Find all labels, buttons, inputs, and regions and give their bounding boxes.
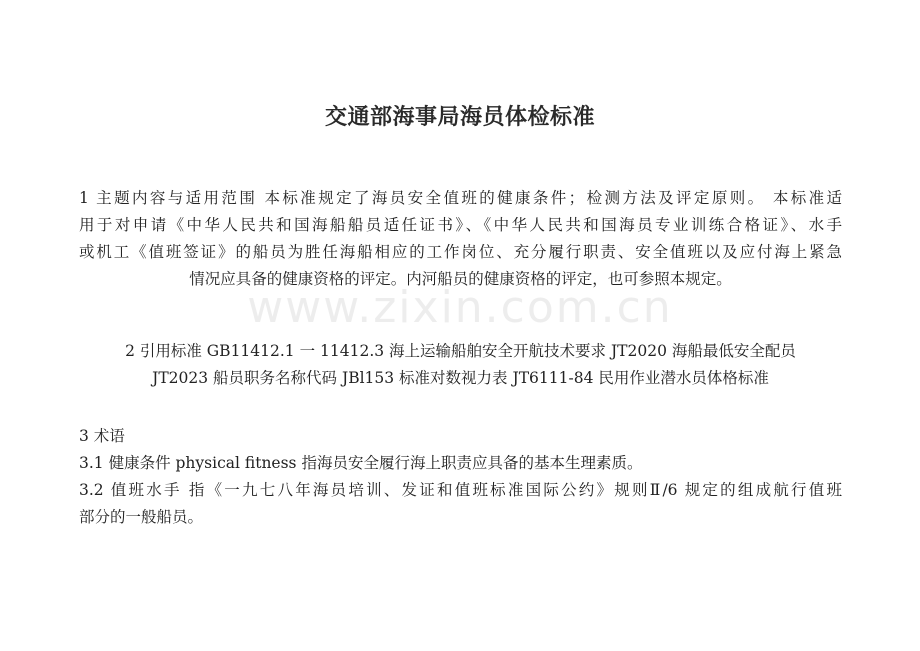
section-scope-line-4: 情况应具备的健康资格的评定。内河船员的健康资格的评定，也可参照本规定。	[189, 270, 732, 288]
section-scope-line-2: 用于对申请《中华人民共和国海船船员适任证书》、《中华人民共和国海员专业训练合格证》、水手	[79, 216, 842, 234]
section-references-line-2: JT2023 船员职务名称代码 JBl153 标准对数视力表 JT6111-84 民用作业潜水员体格标准	[152, 369, 769, 387]
section-references-line-1: 2 引用标准 GB11412.1 一 11412.3 海上运输船舶安全开航技术要求 JT2020 海船最低安全配员	[125, 342, 796, 360]
term-physical-fitness: 3.1 健康条件 physical fitness 指海员安全履行海上职责应具备的基本生理素质。	[79, 454, 643, 472]
section-scope-line-1: 1 主题内容与适用范围 本标准规定了海员安全值班的健康条件；检测方法及评定原则。 本标准适	[79, 189, 842, 207]
page-title: 交通部海事局海员体检标准	[324, 105, 595, 130]
section-terms	[79, 423, 842, 531]
section-scope-line-3: 或机工《值班签证》的船员为胜任海船相应的工作岗位、充分履行职责、安全值班以及应付海上紧急	[79, 243, 842, 261]
section-scope	[79, 185, 842, 293]
section-terms-heading: 3 术语	[79, 427, 125, 445]
watermark: www.zixin.com.cn	[247, 282, 673, 333]
section-references	[79, 338, 842, 392]
term-watch-rating-line-2: 部分的一般船员。	[79, 508, 204, 526]
term-watch-rating-line-1: 3.2 值班水手 指《一九七八年海员培训、发证和值班标准国际公约》规则Ⅱ/6 规定的组成航行值班	[79, 481, 842, 499]
